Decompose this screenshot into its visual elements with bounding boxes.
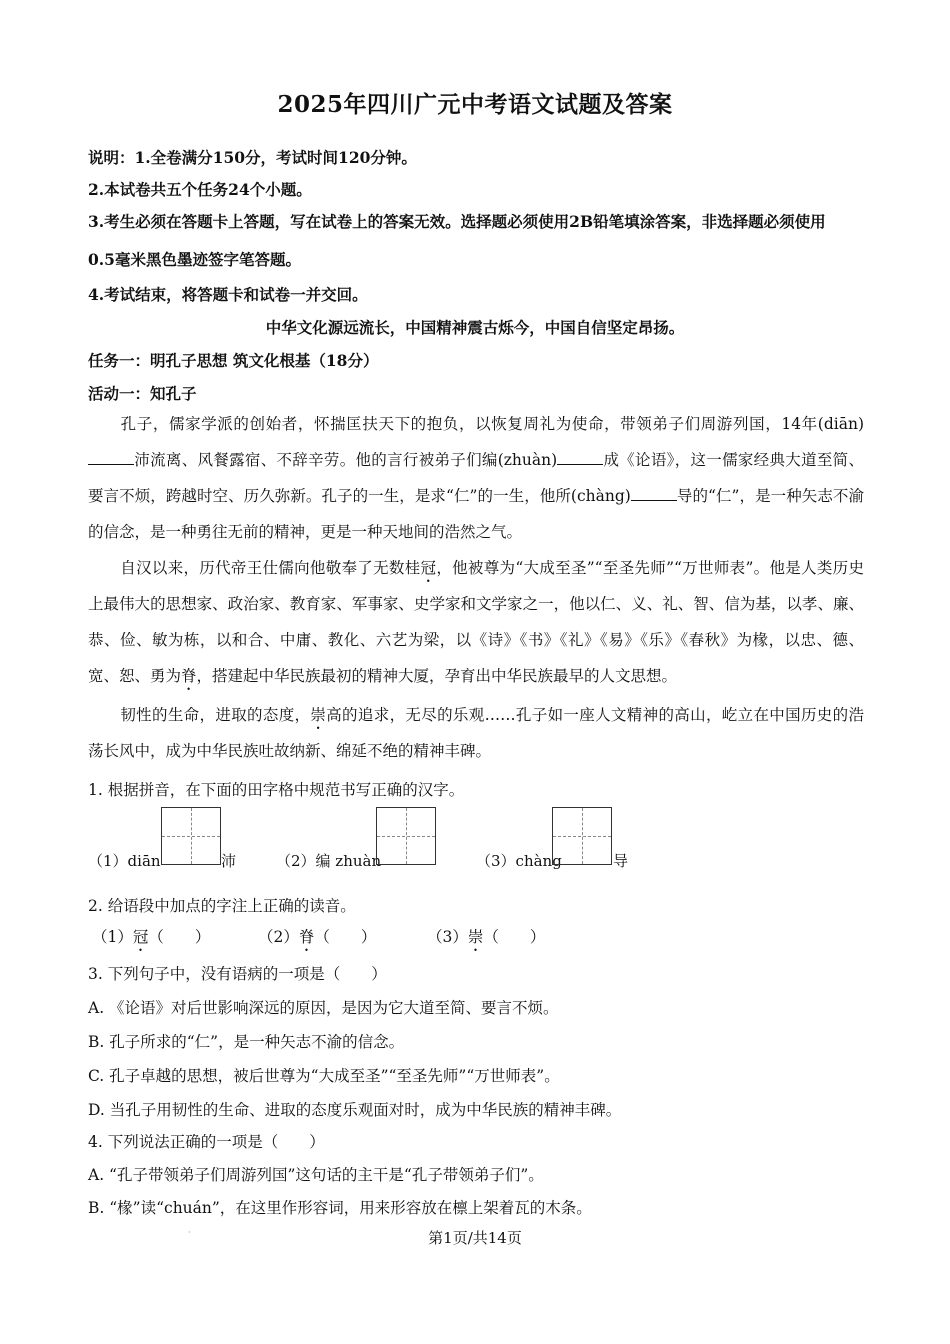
p1-part-a: 孔子，儒家学派的创始者，怀揣匡扶天下的抱负，以恢复周礼为使命，带领弟子们周游列国，14年(diān) bbox=[120, 415, 864, 433]
tianzige-box-1[interactable] bbox=[161, 807, 221, 865]
q3-option-a: A. 《论语》对后世影响深远的原因，是因为它大道至简、要言不烦。 bbox=[88, 999, 559, 1017]
passage-paragraph-1 bbox=[88, 406, 864, 550]
passage-paragraph-2 bbox=[88, 550, 864, 694]
p3-part-a: 韧性的生命，进取的态度， bbox=[120, 706, 311, 724]
blank-zhuan bbox=[557, 450, 603, 465]
passage-paragraph-3 bbox=[88, 697, 864, 769]
p2-part-a: 自汉以来，历代帝王仕儒向他敬奉了无数桂 bbox=[120, 559, 421, 577]
blank-chang bbox=[631, 486, 677, 501]
instruction-3: 3.考生必须在答题卡上答题，写在试卷上的答案无效。选择题必须使用2B铅笔填涂答案，非选择题必须使用 bbox=[88, 212, 826, 231]
instruction-1: 说明：1.全卷满分150分，考试时间120分钟。 bbox=[88, 148, 417, 167]
q1-item-1-prefix: （1）diān bbox=[88, 852, 161, 870]
q1-item-1-suffix: 沛 bbox=[221, 852, 237, 870]
p2-part-b: ，他被尊为“大成至圣”“至圣先师”“万世师表”。他是人类历史上最伟大的思想家、政治家、教育家、军事家、史学家和文学家之一，他以仁、义、礼、智、信为基，以孝、廉、恭、俭、敏为栋，以和合、中庸、教化、六艺为梁，以《诗》《书》《礼》《易》《乐》《春秋》为椽，以忠、德、宽、恕、勇为 bbox=[88, 559, 864, 685]
q2-item-1: （1）冠（ ） bbox=[92, 928, 211, 946]
p2-part-c: ，搭建起中华民族最初的精神大厦，孕育出中华民族最早的人文思想。 bbox=[196, 667, 678, 685]
q2-item-3: （3）崇（ ） bbox=[427, 928, 546, 946]
question-4-stem: 4. 下列说法正确的一项是（ ） bbox=[88, 1133, 325, 1151]
q4-option-b: B. “椽”读“chuán”，在这里作形容词，用来形容放在檩上架着瓦的木条。 bbox=[88, 1199, 592, 1217]
question-1-stem: 1. 根据拼音，在下面的田字格中规范书写正确的汉字。 bbox=[88, 781, 465, 799]
page-footer: 第1页/共14页 bbox=[428, 1229, 522, 1247]
dotted-char-ji: 脊 bbox=[181, 667, 197, 685]
p3-part-b: 高的追求，无尽的乐观……孔子如一座人文精神的高山，屹立在中国历史的浩荡长风中，成为中华民族吐故纳新、绵延不绝的精神丰碑。 bbox=[88, 706, 864, 760]
q2-item-2: （2）脊（ ） bbox=[258, 928, 377, 946]
dotted-char-guan: 冠 bbox=[420, 559, 437, 577]
question-2-stem: 2. 给语段中加点的字注上正确的读音。 bbox=[88, 897, 356, 915]
q2-dotted-char-3: 崇 bbox=[467, 928, 484, 946]
q2-dotted-char-2: 脊 bbox=[298, 928, 315, 946]
dotted-char-chong: 崇 bbox=[310, 706, 327, 724]
question-3-stem: 3. 下列句子中，没有语病的一项是（ ） bbox=[88, 965, 387, 983]
p1-part-c: 成《论语》，这一儒家经典大道至简、要言不烦，跨越时空、历久弥新。孔子的一生，是求“仁”的一生，他所(chàng) bbox=[88, 451, 864, 505]
q1-item-3-prefix: （3）chàng bbox=[476, 852, 562, 870]
p1-part-b: 沛流离、风餐露宿、不辞辛劳。他的言行被弟子们编(zhuàn) bbox=[134, 451, 558, 469]
instruction-2: 2.本试卷共五个任务24个小题。 bbox=[88, 180, 312, 199]
q2-dotted-char-1: 冠 bbox=[132, 928, 149, 946]
q3-option-b: B. 孔子所求的“仁”，是一种矢志不渝的信念。 bbox=[88, 1033, 405, 1051]
tiny-mark: · bbox=[188, 1228, 191, 1237]
q4-option-a: A. “孔子带领弟子们周游列国”这句话的主干是“孔子带领弟子们”。 bbox=[88, 1166, 544, 1184]
tianzige-box-2[interactable] bbox=[376, 807, 436, 865]
activity-1-title: 活动一：知孔子 bbox=[88, 384, 197, 403]
q1-item-2-prefix: （2）编 zhuàn bbox=[276, 852, 382, 870]
q3-option-c: C. 孔子卓越的思想，被后世尊为“大成至圣”“至圣先师”“万世师表”。 bbox=[88, 1067, 560, 1085]
q1-item-3-suffix: 导 bbox=[613, 852, 629, 870]
tianzige-box-3[interactable] bbox=[552, 807, 612, 865]
blank-dian bbox=[88, 450, 134, 465]
p1-part-d: 导的“仁”，是一种矢志不渝的信念，是一种勇往无前的精神，更是一种天地间的浩然之气。 bbox=[88, 487, 864, 541]
task-1-title: 任务一：明孔子思想 筑文化根基（18分） bbox=[88, 351, 379, 370]
instruction-3-cont: 0.5毫米黑色墨迹签字笔答题。 bbox=[88, 250, 301, 269]
instruction-4: 4.考试结束，将答题卡和试卷一并交回。 bbox=[88, 285, 368, 304]
motto: 中华文化源远流长，中国精神震古烁今，中国自信坚定昂扬。 bbox=[265, 318, 685, 337]
page-title: 2025年四川广元中考语文试题及答案 bbox=[277, 91, 673, 118]
q3-option-d: D. 当孔子用韧性的生命、进取的态度乐观面对时，成为中华民族的精神丰碑。 bbox=[88, 1101, 622, 1119]
